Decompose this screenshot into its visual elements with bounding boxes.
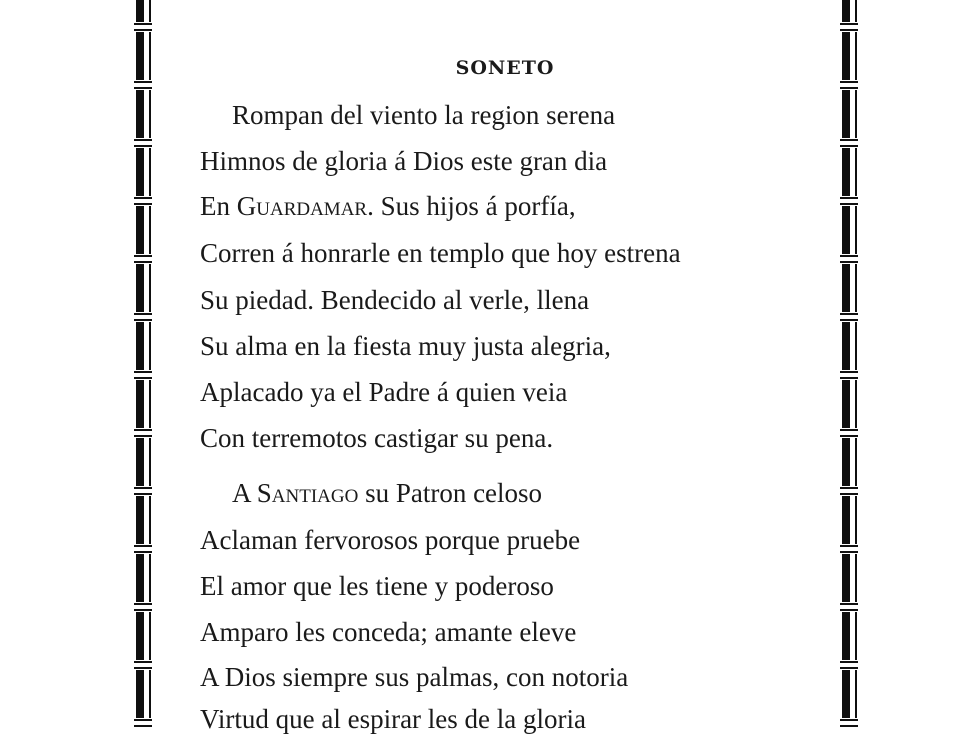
saint-name: Santiago <box>256 478 359 508</box>
border-ornament <box>130 602 156 612</box>
border-ornament <box>130 196 156 206</box>
poem-line: Virtud que al espirar les de la gloria <box>200 704 586 734</box>
poem-line: Con terremotos castigar su pena. <box>200 423 554 453</box>
line-text: su Patron celoso <box>365 478 543 508</box>
line-text: En <box>200 191 230 221</box>
line-text: . Sus hijos á porfía, <box>367 191 576 221</box>
border-ornament <box>836 428 862 438</box>
poem-line: El amor que les tiene y poderoso <box>200 571 554 601</box>
poem-line: Corren á honrarle en templo que hoy estrena <box>200 238 681 268</box>
poem-line: Rompan del viento la region serena <box>232 100 616 130</box>
right-decorative-border <box>839 0 859 720</box>
border-ornament <box>130 486 156 496</box>
border-ornament <box>836 138 862 148</box>
border-ornament <box>130 428 156 438</box>
border-ornament <box>836 22 862 32</box>
border-ornament <box>836 602 862 612</box>
border-ornament <box>130 138 156 148</box>
border-ornament <box>836 312 862 322</box>
border-ornament <box>130 370 156 380</box>
poem-line: A Dios siempre sus palmas, con notoria <box>200 662 629 692</box>
poem-line: Su piedad. Bendecido al verle, llena <box>200 285 590 315</box>
border-ornament <box>130 660 156 670</box>
poem-line <box>232 480 542 507</box>
left-decorative-border <box>133 0 153 720</box>
border-ornament <box>130 312 156 322</box>
border-ornament <box>130 80 156 90</box>
border-ornament <box>836 544 862 554</box>
poem-title: SONETO <box>455 57 555 79</box>
border-ornament <box>836 660 862 670</box>
line-text: A <box>232 478 251 508</box>
poem-line: Amparo les conceda; amante eleve <box>200 617 577 647</box>
border-ornament <box>130 254 156 264</box>
border-ornament <box>836 80 862 90</box>
border-ornament <box>836 196 862 206</box>
poem-line <box>200 193 576 220</box>
poem-line: Aclaman fervorosos porque pruebe <box>200 525 581 555</box>
border-ornament <box>130 544 156 554</box>
poem-line: Su alma en la fiesta muy justa alegria, <box>200 331 611 361</box>
border-ornament <box>836 370 862 380</box>
border-ornament <box>836 254 862 264</box>
place-name: Guardamar <box>236 191 368 221</box>
border-ornament <box>130 22 156 32</box>
poem-line: Aplacado ya el Padre á quien veia <box>200 377 568 407</box>
border-ornament <box>836 486 862 496</box>
poem-line: Himnos de gloria á Dios este gran dia <box>200 146 608 176</box>
